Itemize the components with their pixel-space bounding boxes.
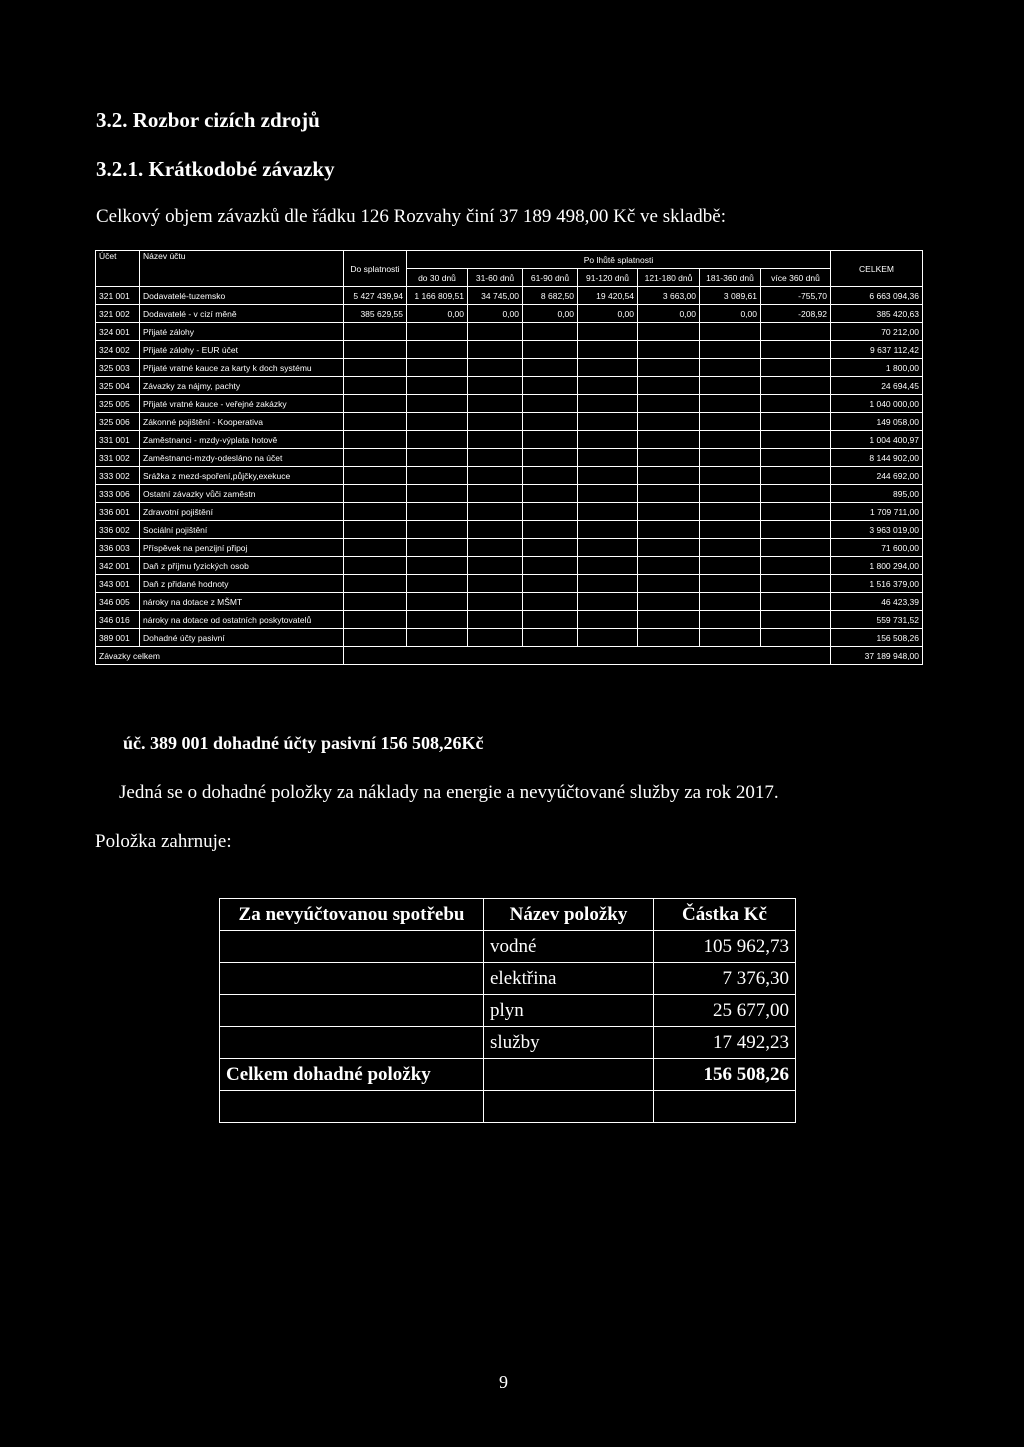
overdue-value xyxy=(578,413,638,431)
overdue-value: 19 420,54 xyxy=(578,287,638,305)
overdue-value xyxy=(407,503,468,521)
overdue-value xyxy=(700,467,761,485)
overdue-value xyxy=(578,449,638,467)
overdue-value xyxy=(638,359,700,377)
overdue-value xyxy=(468,377,523,395)
account-number: 336 001 xyxy=(96,503,140,521)
overdue-value xyxy=(638,503,700,521)
amount-value: 25 677,00 xyxy=(654,995,796,1027)
overdue-value xyxy=(523,341,578,359)
table-row xyxy=(96,539,923,557)
overdue-value xyxy=(468,449,523,467)
column-header: Částka Kč xyxy=(654,899,796,931)
overdue-value xyxy=(523,359,578,377)
account-name: Zaměstnanci - mzdy-výplata hotově xyxy=(140,431,344,449)
overdue-value xyxy=(700,539,761,557)
table-row xyxy=(96,413,923,431)
overdue-value xyxy=(700,431,761,449)
column-header: Za nevyúčtovanou spotřebu xyxy=(220,899,484,931)
table-row xyxy=(220,963,796,995)
total-label: Celkem dohadné položky xyxy=(220,1059,484,1091)
amount-value: 17 492,23 xyxy=(654,1027,796,1059)
account-name: Zdravotní pojištění xyxy=(140,503,344,521)
overdue-value: -755,70 xyxy=(761,287,831,305)
header-ucet: Účet xyxy=(96,251,140,287)
consumption-cell xyxy=(220,963,484,995)
not-due-value xyxy=(344,323,407,341)
subsection-heading: 3.2.1. Krátkodobé závazky xyxy=(96,157,335,181)
empty-cell xyxy=(654,1091,796,1123)
overdue-value xyxy=(468,323,523,341)
table-row xyxy=(96,449,923,467)
table-row xyxy=(96,359,923,377)
table-row xyxy=(96,305,923,323)
overdue-value: 3 089,61 xyxy=(700,287,761,305)
overdue-value xyxy=(638,377,700,395)
empty-cell xyxy=(484,1091,654,1123)
overdue-value xyxy=(638,467,700,485)
header-bucket: 61-90 dnů xyxy=(523,269,578,287)
overdue-value xyxy=(468,467,523,485)
overdue-value xyxy=(578,431,638,449)
account-name: Srážka z mezd-spoření,půjčky,exekuce xyxy=(140,467,344,485)
overdue-value xyxy=(578,323,638,341)
not-due-value xyxy=(344,449,407,467)
overdue-value xyxy=(638,431,700,449)
account-name: Zaměstnanci-mzdy-odesláno na účet xyxy=(140,449,344,467)
overdue-value xyxy=(761,413,831,431)
overdue-value xyxy=(407,341,468,359)
not-due-value xyxy=(344,413,407,431)
overdue-value xyxy=(468,611,523,629)
overdue-value xyxy=(523,431,578,449)
not-due-value xyxy=(344,341,407,359)
overdue-value xyxy=(578,539,638,557)
overdue-value xyxy=(761,395,831,413)
account-number: 346 005 xyxy=(96,593,140,611)
overdue-value xyxy=(638,521,700,539)
overdue-value xyxy=(523,521,578,539)
overdue-value xyxy=(407,611,468,629)
account-name: Ostatní závazky vůči zaměstn xyxy=(140,485,344,503)
overdue-value xyxy=(407,323,468,341)
overdue-value xyxy=(578,521,638,539)
overdue-value xyxy=(700,629,761,647)
overdue-value xyxy=(700,359,761,377)
amount-value: 105 962,73 xyxy=(654,931,796,963)
account-number: 389 001 xyxy=(96,629,140,647)
overdue-value: 0,00 xyxy=(407,305,468,323)
table-row xyxy=(220,1027,796,1059)
overdue-value: 8 682,50 xyxy=(523,287,578,305)
account-name: Příspěvek na penzijní připoj xyxy=(140,539,344,557)
overdue-value xyxy=(468,539,523,557)
table-row xyxy=(96,593,923,611)
account-name: Dodavatelé - v cizí měně xyxy=(140,305,344,323)
not-due-value: 385 629,55 xyxy=(344,305,407,323)
overdue-value xyxy=(638,575,700,593)
header-bucket: 91-120 dnů xyxy=(578,269,638,287)
overdue-value xyxy=(523,395,578,413)
overdue-value: -208,92 xyxy=(761,305,831,323)
overdue-value xyxy=(700,557,761,575)
overdue-value xyxy=(407,359,468,377)
overdue-value xyxy=(638,485,700,503)
not-due-value xyxy=(344,395,407,413)
overdue-value xyxy=(761,593,831,611)
account-number: 321 001 xyxy=(96,287,140,305)
overdue-value xyxy=(523,611,578,629)
total-row xyxy=(96,647,923,665)
table-row xyxy=(96,341,923,359)
total-value: 1 800 294,00 xyxy=(831,557,923,575)
overdue-value: 0,00 xyxy=(700,305,761,323)
overdue-value xyxy=(761,359,831,377)
overdue-value xyxy=(578,503,638,521)
not-due-value xyxy=(344,485,407,503)
page-number: 9 xyxy=(499,1372,508,1392)
not-due-value xyxy=(344,503,407,521)
total-value: 70 212,00 xyxy=(831,323,923,341)
table-row xyxy=(96,629,923,647)
consumption-cell xyxy=(220,995,484,1027)
description-text: Jedná se o dohadné položky za náklady na energie a nevyúčtované služby za rok 2017. xyxy=(119,782,779,803)
total-value: 24 694,45 xyxy=(831,377,923,395)
overdue-value xyxy=(468,395,523,413)
overdue-value xyxy=(700,449,761,467)
not-due-value xyxy=(344,539,407,557)
overdue-value xyxy=(578,575,638,593)
overdue-value xyxy=(578,593,638,611)
overdue-value xyxy=(761,467,831,485)
overdue-value xyxy=(523,323,578,341)
total-value: 1 800,00 xyxy=(831,359,923,377)
total-value: 71 600,00 xyxy=(831,539,923,557)
section-heading: 3.2. Rozbor cizích zdrojů xyxy=(96,108,320,132)
account-name: Zákonné pojištění - Kooperativa xyxy=(140,413,344,431)
not-due-value xyxy=(344,467,407,485)
not-due-value xyxy=(344,629,407,647)
overdue-value xyxy=(468,503,523,521)
not-due-value: 5 427 439,94 xyxy=(344,287,407,305)
account-number: 324 001 xyxy=(96,323,140,341)
overdue-value: 0,00 xyxy=(638,305,700,323)
overdue-value xyxy=(700,611,761,629)
account-number: 325 004 xyxy=(96,377,140,395)
overdue-value xyxy=(638,629,700,647)
overdue-value xyxy=(761,323,831,341)
account-name: nároky na dotace z MŠMT xyxy=(140,593,344,611)
liabilities-table xyxy=(95,250,923,665)
empty-cell xyxy=(220,1091,484,1123)
account-389-title: úč. 389 001 dohadné účty pasivní 156 508,26Kč xyxy=(123,733,484,753)
overdue-value: 1 166 809,51 xyxy=(407,287,468,305)
account-number: 336 003 xyxy=(96,539,140,557)
overdue-value xyxy=(700,323,761,341)
table-row xyxy=(96,431,923,449)
overdue-value xyxy=(761,377,831,395)
account-number: 342 001 xyxy=(96,557,140,575)
grand-total-value: 37 189 948,00 xyxy=(831,647,923,665)
overdue-value xyxy=(761,521,831,539)
overdue-value xyxy=(638,413,700,431)
total-value: 1 040 000,00 xyxy=(831,395,923,413)
overdue-value xyxy=(523,413,578,431)
overdue-value xyxy=(578,629,638,647)
total-value: 559 731,52 xyxy=(831,611,923,629)
table-row xyxy=(96,503,923,521)
consumption-cell xyxy=(220,931,484,963)
overdue-value xyxy=(407,413,468,431)
overdue-value xyxy=(407,575,468,593)
total-amount: 156 508,26 xyxy=(654,1059,796,1091)
overdue-value xyxy=(523,377,578,395)
overdue-value xyxy=(578,377,638,395)
total-value: 1 516 379,00 xyxy=(831,575,923,593)
total-value: 9 637 112,42 xyxy=(831,341,923,359)
header-bucket: 181-360 dnů xyxy=(700,269,761,287)
overdue-value xyxy=(407,431,468,449)
overdue-value xyxy=(638,539,700,557)
intro-text: Celkový objem závazků dle řádku 126 Rozvahy činí 37 189 498,00 Kč ve skladbě: xyxy=(96,206,727,227)
overdue-value xyxy=(578,467,638,485)
overdue-value xyxy=(638,449,700,467)
overdue-value xyxy=(523,593,578,611)
overdue-value xyxy=(468,485,523,503)
account-number: 331 002 xyxy=(96,449,140,467)
overdue-value xyxy=(761,485,831,503)
table-row xyxy=(96,467,923,485)
not-due-value xyxy=(344,359,407,377)
account-number: 325 005 xyxy=(96,395,140,413)
header-bucket: 31-60 dnů xyxy=(468,269,523,287)
table-row xyxy=(96,377,923,395)
overdue-value: 3 663,00 xyxy=(638,287,700,305)
not-due-value xyxy=(344,521,407,539)
header-nazev: Název účtu xyxy=(140,251,344,287)
item-name: elektřina xyxy=(484,963,654,995)
overdue-value xyxy=(523,575,578,593)
overdue-value xyxy=(638,323,700,341)
overdue-value xyxy=(407,377,468,395)
total-label: Závazky celkem xyxy=(96,647,344,665)
overdue-value xyxy=(638,557,700,575)
header-bucket: 121-180 dnů xyxy=(638,269,700,287)
header-celkem: CELKEM xyxy=(831,251,923,287)
overdue-value xyxy=(468,521,523,539)
overdue-value xyxy=(761,629,831,647)
account-name: Přijaté zálohy xyxy=(140,323,344,341)
not-due-value xyxy=(344,431,407,449)
overdue-value xyxy=(761,611,831,629)
overdue-value xyxy=(468,593,523,611)
account-number: 325 003 xyxy=(96,359,140,377)
account-number: 324 002 xyxy=(96,341,140,359)
account-name: Sociální pojištění xyxy=(140,521,344,539)
total-value: 1 004 400,97 xyxy=(831,431,923,449)
table-row xyxy=(96,287,923,305)
amount-value: 7 376,30 xyxy=(654,963,796,995)
account-name: Přijaté vratné kauce - veřejné zakázky xyxy=(140,395,344,413)
overdue-value xyxy=(468,629,523,647)
table-row xyxy=(96,521,923,539)
overdue-value xyxy=(407,395,468,413)
overdue-value xyxy=(638,341,700,359)
overdue-value xyxy=(468,575,523,593)
overdue-value xyxy=(407,449,468,467)
overdue-value: 0,00 xyxy=(578,305,638,323)
total-value: 895,00 xyxy=(831,485,923,503)
table-row xyxy=(96,395,923,413)
total-value: 1 709 711,00 xyxy=(831,503,923,521)
overdue-value xyxy=(700,593,761,611)
account-name: Dodavatelé-tuzemsko xyxy=(140,287,344,305)
overdue-value xyxy=(407,521,468,539)
overdue-value xyxy=(468,413,523,431)
includes-label: Položka zahrnuje: xyxy=(95,831,232,852)
overdue-value xyxy=(468,557,523,575)
overdue-value xyxy=(523,467,578,485)
column-header: Název položky xyxy=(484,899,654,931)
overdue-value xyxy=(523,449,578,467)
total-value: 6 663 094,36 xyxy=(831,287,923,305)
table-row xyxy=(96,485,923,503)
item-name: plyn xyxy=(484,995,654,1027)
overdue-value xyxy=(700,521,761,539)
overdue-value xyxy=(700,395,761,413)
empty-row xyxy=(220,1091,796,1123)
not-due-value xyxy=(344,557,407,575)
overdue-value xyxy=(523,503,578,521)
overdue-value xyxy=(761,341,831,359)
overdue-value xyxy=(638,611,700,629)
overdue-value xyxy=(638,395,700,413)
total-value: 385 420,63 xyxy=(831,305,923,323)
account-number: 321 002 xyxy=(96,305,140,323)
account-name: Přijaté vratné kauce za karty k doch systému xyxy=(140,359,344,377)
overdue-value xyxy=(700,503,761,521)
total-value: 46 423,39 xyxy=(831,593,923,611)
not-due-value xyxy=(344,575,407,593)
overdue-value xyxy=(523,485,578,503)
overdue-value xyxy=(700,575,761,593)
item-name: vodné xyxy=(484,931,654,963)
account-number: 333 002 xyxy=(96,467,140,485)
not-due-value xyxy=(344,611,407,629)
total-value: 156 508,26 xyxy=(831,629,923,647)
account-name: Závazky za nájmy, pachty xyxy=(140,377,344,395)
overdue-value xyxy=(761,449,831,467)
overdue-value xyxy=(700,341,761,359)
not-due-value xyxy=(344,377,407,395)
overdue-value xyxy=(407,467,468,485)
overdue-value xyxy=(407,593,468,611)
overdue-value xyxy=(700,413,761,431)
overdue-value xyxy=(468,431,523,449)
total-value: 149 058,00 xyxy=(831,413,923,431)
overdue-value xyxy=(638,593,700,611)
overdue-value xyxy=(523,629,578,647)
overdue-value: 0,00 xyxy=(523,305,578,323)
overdue-value xyxy=(578,557,638,575)
header-po-lhute: Po lhůtě splatnosti xyxy=(407,251,831,269)
account-name: Dohadné účty pasivní xyxy=(140,629,344,647)
overdue-value xyxy=(578,485,638,503)
table-row xyxy=(96,323,923,341)
table-row xyxy=(96,611,923,629)
header-do-splatnosti: Do splatnosti xyxy=(344,251,407,287)
consumption-cell xyxy=(220,1027,484,1059)
overdue-value xyxy=(578,395,638,413)
total-value: 244 692,00 xyxy=(831,467,923,485)
table-row xyxy=(220,931,796,963)
estimated-items-table xyxy=(219,898,796,1123)
account-name: nároky na dotace od ostatních poskytovatelů xyxy=(140,611,344,629)
overdue-value xyxy=(523,557,578,575)
total-empty xyxy=(484,1059,654,1091)
overdue-value: 34 745,00 xyxy=(468,287,523,305)
table-row xyxy=(96,557,923,575)
overdue-value xyxy=(761,557,831,575)
item-name: služby xyxy=(484,1027,654,1059)
header-row xyxy=(220,899,796,931)
overdue-value xyxy=(468,359,523,377)
total-spacer xyxy=(344,647,831,665)
overdue-value xyxy=(578,341,638,359)
not-due-value xyxy=(344,593,407,611)
account-number: 336 002 xyxy=(96,521,140,539)
account-name: Daň z přidané hodnoty xyxy=(140,575,344,593)
account-number: 333 006 xyxy=(96,485,140,503)
account-name: Daň z příjmu fyzických osob xyxy=(140,557,344,575)
overdue-value xyxy=(407,485,468,503)
overdue-value xyxy=(468,341,523,359)
overdue-value xyxy=(761,431,831,449)
overdue-value xyxy=(761,503,831,521)
overdue-value xyxy=(700,485,761,503)
overdue-value xyxy=(578,611,638,629)
account-number: 325 006 xyxy=(96,413,140,431)
table-row xyxy=(220,995,796,1027)
overdue-value xyxy=(700,377,761,395)
total-value: 8 144 902,00 xyxy=(831,449,923,467)
account-name: Přijaté zálohy - EUR účet xyxy=(140,341,344,359)
account-number: 346 016 xyxy=(96,611,140,629)
overdue-value: 0,00 xyxy=(468,305,523,323)
account-number: 343 001 xyxy=(96,575,140,593)
overdue-value xyxy=(578,359,638,377)
overdue-value xyxy=(523,539,578,557)
overdue-value xyxy=(761,539,831,557)
overdue-value xyxy=(407,557,468,575)
header-bucket: do 30 dnů xyxy=(407,269,468,287)
header-bucket: více 360 dnů xyxy=(761,269,831,287)
overdue-value xyxy=(761,575,831,593)
account-number: 331 001 xyxy=(96,431,140,449)
total-row xyxy=(220,1059,796,1091)
total-value: 3 963 019,00 xyxy=(831,521,923,539)
overdue-value xyxy=(407,629,468,647)
table-row xyxy=(96,575,923,593)
overdue-value xyxy=(407,539,468,557)
